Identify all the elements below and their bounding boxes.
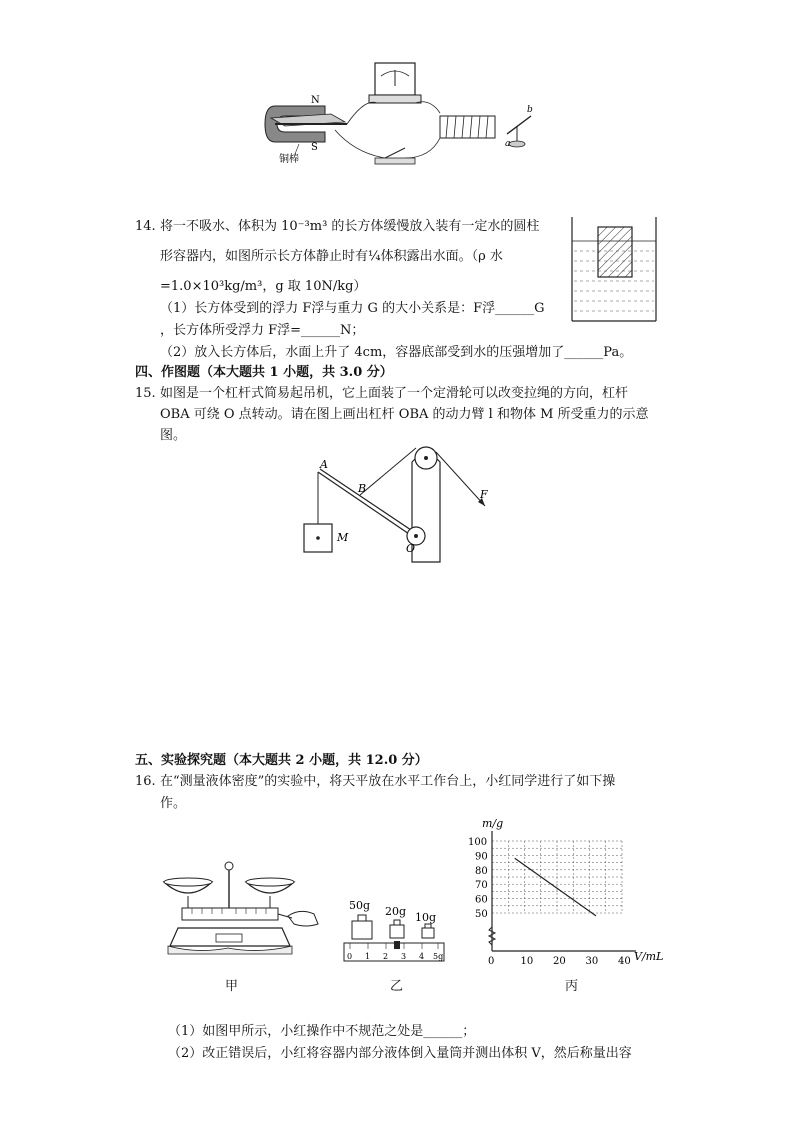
x-tick-label: 40: [618, 956, 631, 967]
scale-tick-4: 4: [419, 952, 425, 961]
y-axis-label: m/g: [482, 817, 504, 830]
q16-sub2: （2）改正错误后，小红将容器内部分液体倒入量筒并测出体积 V，然后称量出容: [168, 1046, 632, 1061]
x-tick-labels: [488, 956, 631, 967]
label-A: A: [320, 458, 328, 471]
x-tick-label: 0: [488, 956, 495, 967]
q16-sub1: （1）如图甲所示，小红操作中不规范之处是______；: [168, 1024, 476, 1039]
caption-bing: 丙: [565, 979, 579, 994]
scale-tick-0: 0: [347, 952, 353, 961]
label-O: O: [406, 542, 416, 555]
q14-line1: 将一不吸水、体积为 10⁻³m³ 的长方体缓慢放入装有一定水的圆柱: [160, 219, 540, 234]
q14-line4: （1）长方体受到的浮力 F浮与重力 G 的大小关系是：F浮______G: [160, 301, 545, 316]
q14-line3: =1.0×10³kg/m³，g 取 10N/kg）: [160, 279, 367, 294]
figure-lever-crane: [300, 440, 500, 565]
y-tick-label: 80: [475, 865, 488, 877]
y-tick-labels: [468, 837, 488, 920]
scale-tick-5: 5g: [433, 952, 444, 961]
weight-label-10g: 10g: [415, 911, 437, 924]
y-tick-label: 70: [475, 880, 488, 892]
magnet-n-label: N: [311, 95, 320, 106]
caption-jia: 甲: [225, 979, 239, 994]
mass-volume-chart: [460, 815, 670, 975]
label-F: F: [480, 488, 488, 501]
q15-number: 15.: [135, 386, 156, 401]
x-tick-label: 20: [553, 956, 566, 967]
figure-balance: [158, 858, 323, 970]
coil: [440, 116, 495, 138]
series-lines: [515, 858, 596, 916]
q16-line2: 作。: [160, 796, 187, 811]
switch: [375, 148, 415, 164]
caption-yi: 乙: [390, 979, 404, 994]
scale-tick-3: 3: [401, 952, 407, 961]
galvanometer: [369, 63, 421, 103]
q14-number: 14.: [135, 219, 156, 234]
chart-grid: [492, 841, 622, 913]
scale-tick-2: 2: [383, 952, 389, 961]
scale-tick-1: 1: [365, 952, 371, 961]
figure-weights: [338, 895, 448, 967]
q16-line1: 在“测量液体密度”的实验中，将天平放在水平工作台上，小红同学进行了如下操: [160, 774, 616, 789]
y-tick-label: 50: [475, 909, 488, 920]
figure-container-block: [568, 215, 660, 325]
q14-line2: 形容器内，如图所示长方体静止时有¼体积露出水面。（ρ 水: [160, 249, 503, 264]
section5-heading: 五、实验探究题（本大题共 2 小题，共 12.0 分）: [135, 753, 428, 768]
label-M: M: [337, 531, 349, 544]
magnet-s-label: S: [311, 142, 318, 153]
x-tick-label: 30: [585, 956, 599, 967]
section4-heading: 四、作图题（本大题共 1 小题，共 3.0 分）: [135, 365, 393, 380]
x-axis-label: V/mL: [634, 950, 664, 963]
label-b: b: [527, 105, 533, 115]
x-tick-label: 10: [520, 956, 534, 967]
y-tick-label: 60: [475, 894, 488, 906]
label-a: a: [505, 139, 511, 149]
q15-line1: 如图是一个杠杆式简易起吊机，它上面装了一个定滑轮可以改变拉绳的方向，杠杆: [160, 386, 629, 401]
y-tick-label: 90: [475, 851, 488, 863]
q15-line3: 图。: [160, 428, 187, 443]
weight-label-20g: 20g: [385, 905, 407, 918]
q14-line5: ，长方体所受浮力 F浮=______N；: [160, 323, 365, 338]
y-tick-label: 100: [468, 837, 488, 848]
q14-line6: （2）放入长方体后，水面上升了 4cm，容器底部受到水的压强增加了______Pa。: [160, 345, 633, 360]
weight-label-50g: 50g: [349, 899, 371, 912]
u-magnet: [265, 106, 347, 142]
label-B: B: [358, 482, 367, 495]
needle-stand: [507, 116, 531, 147]
q16-number: 16.: [135, 774, 156, 789]
figure-induction-apparatus: [255, 58, 545, 178]
q15-line2: OBA 可绕 O 点转动。请在图上画出杠杆 OBA 的动力臂 l 和物体 M 所受重力的示意: [160, 407, 649, 422]
series-line: [515, 858, 596, 916]
copper-rod-label: 铜棒: [279, 154, 299, 165]
